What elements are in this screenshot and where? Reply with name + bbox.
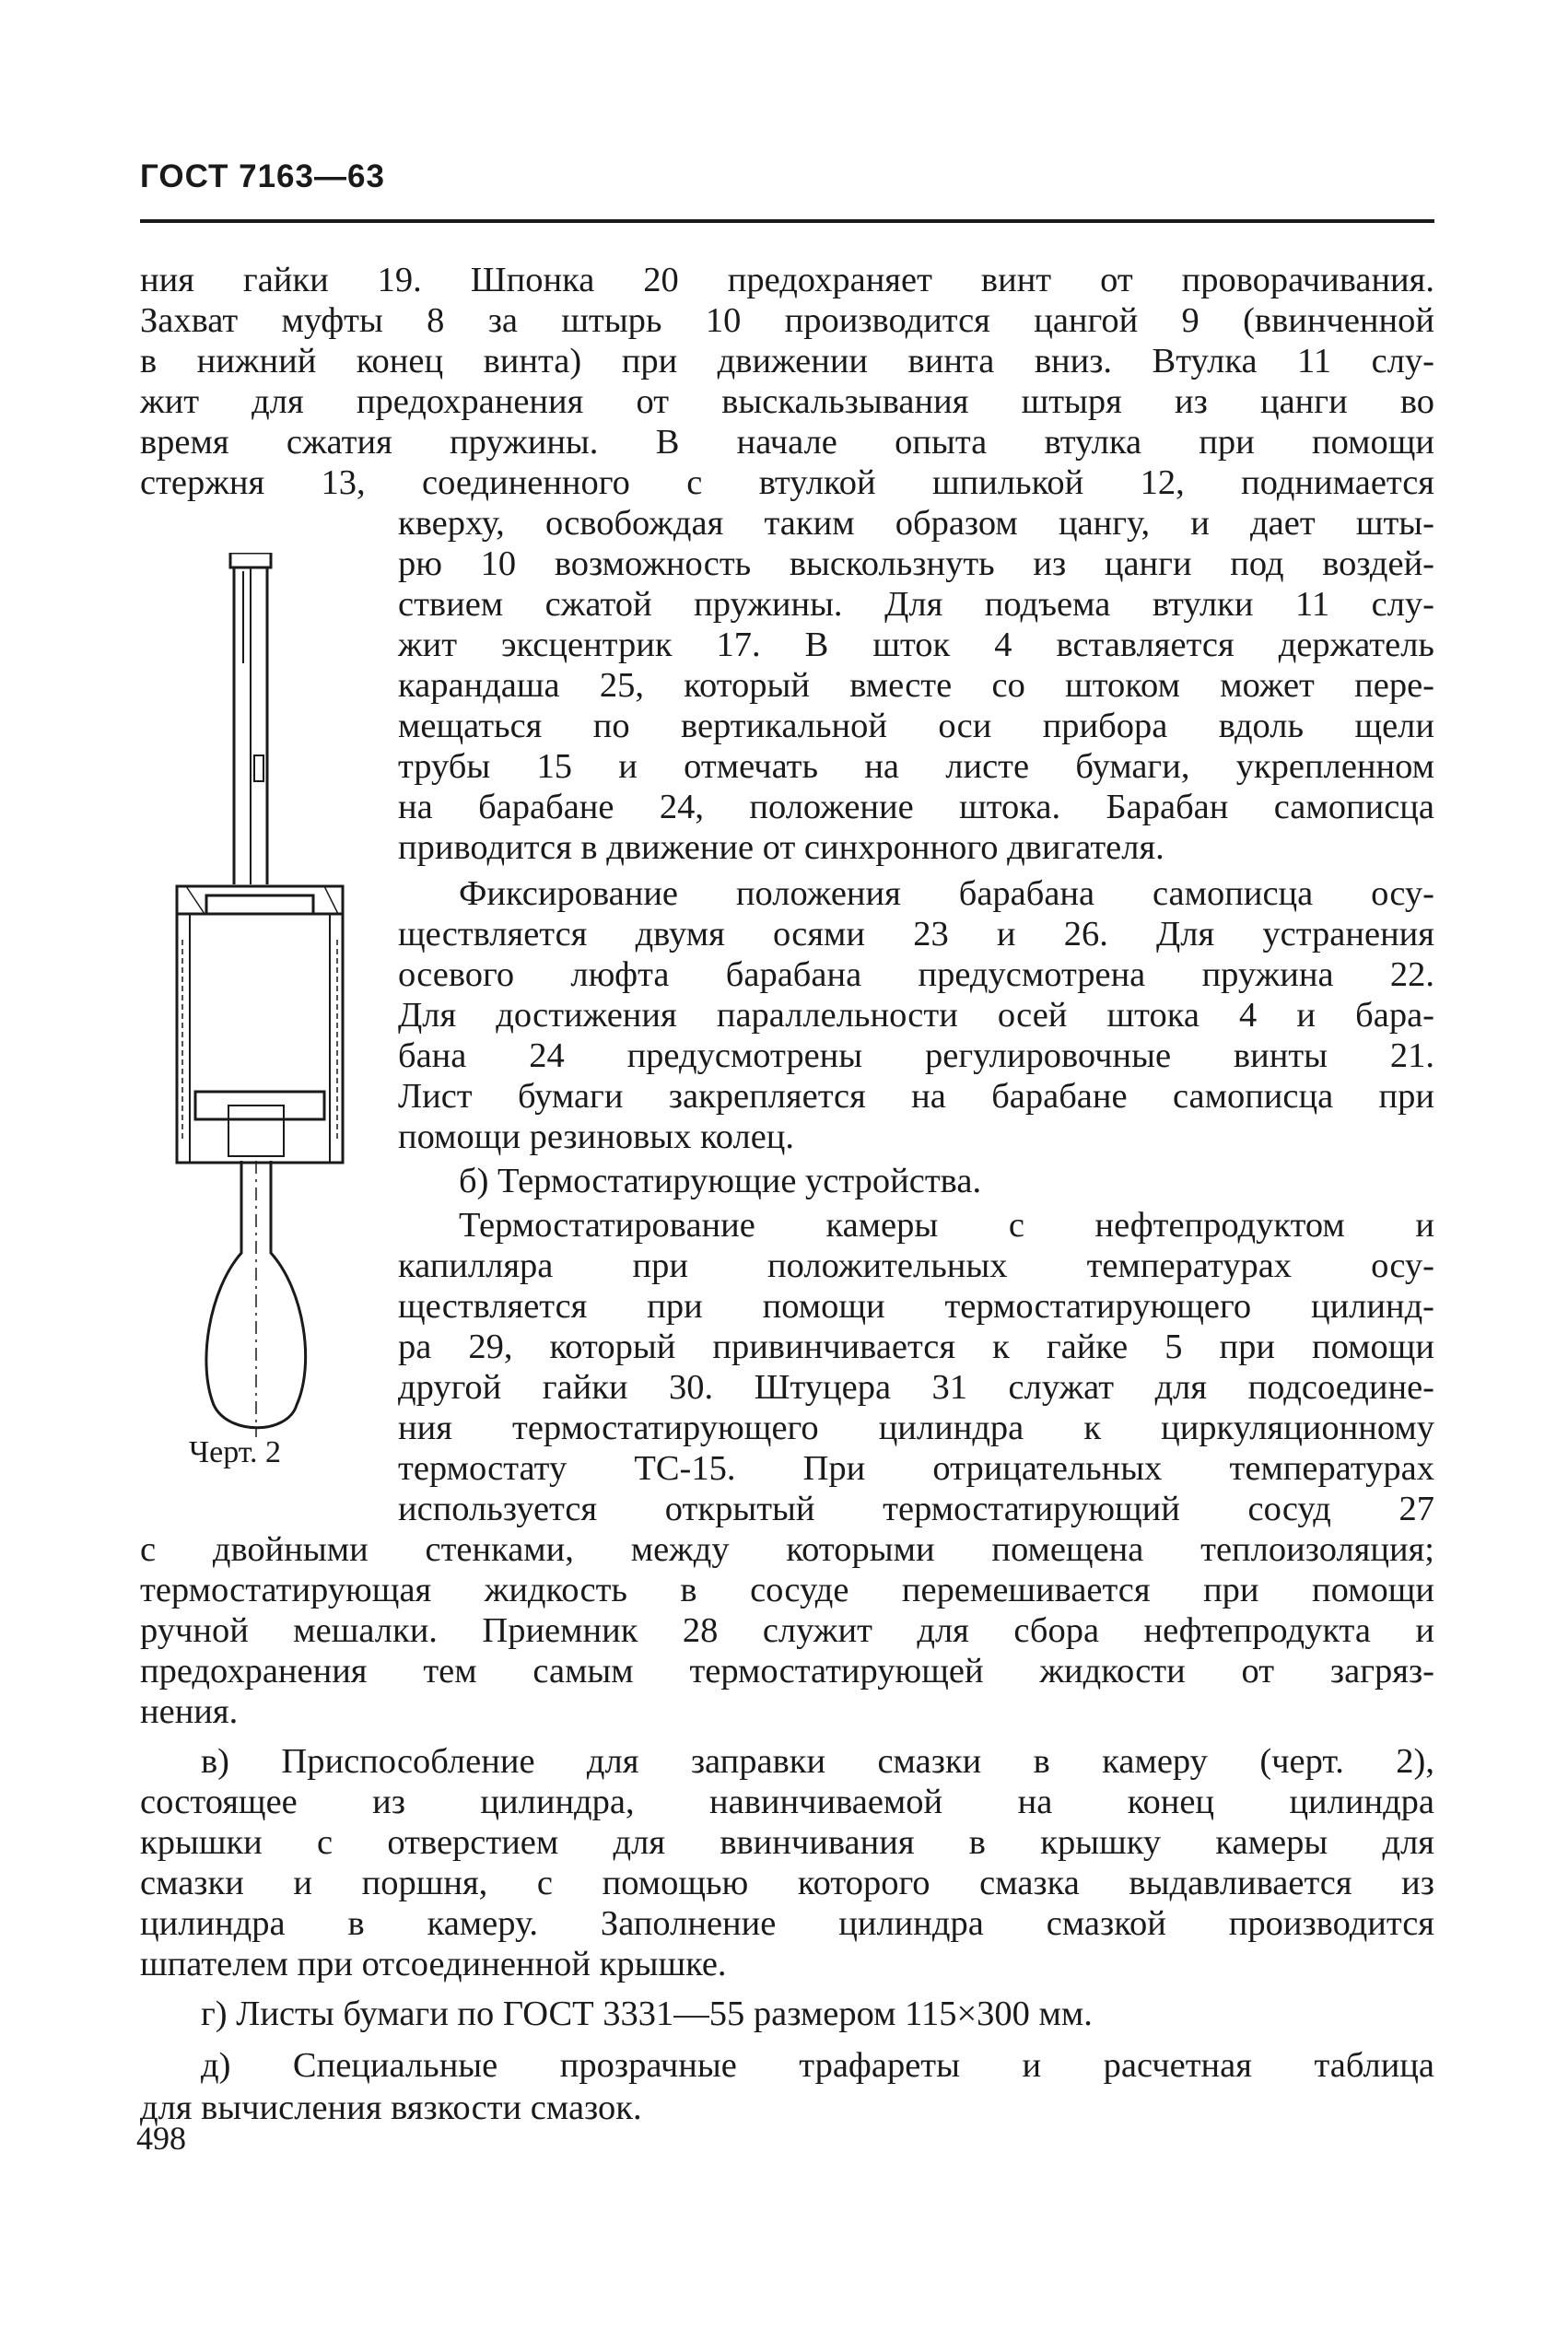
- text-line: ществляется при помощи термостатирующего цилинд-: [398, 1287, 1434, 1326]
- text-line: карандаша 25, который вместе со штоком может пере-: [398, 666, 1434, 705]
- text-line: Лист бумаги закрепляется на барабане самописца при: [398, 1077, 1434, 1116]
- text-line: Захват муфты 8 за штырь 10 производится цангой 9 (ввинченной: [140, 301, 1434, 340]
- text-line: д) Специальные прозрачные трафареты и расчетная таблица: [201, 2046, 1434, 2085]
- text-line: капилляра при положительных температурах осу-: [398, 1246, 1434, 1285]
- text-line: мещаться по вертикальной оси прибора вдоль щели: [398, 707, 1434, 745]
- text-line: ществляется двумя осями 23 и 26. Для устранения: [398, 915, 1434, 953]
- text-line: шпателем при отсоединенной крышке.: [140, 1945, 727, 1983]
- text-line: крышки с отверстием для ввинчивания в крышку камеры для: [140, 1823, 1434, 1862]
- text-line: г) Листы бумаги по ГОСТ 3331—55 размером 115×300 мм.: [201, 1995, 1093, 2033]
- text-line: в нижний конец винта) при движении винта вниз. Втулка 11 слу-: [140, 342, 1434, 380]
- text-line: на барабане 24, положение штока. Барабан самописца: [398, 788, 1434, 826]
- text-line: нения.: [140, 1692, 239, 1731]
- text-line: предохранения тем самым термостатирующей жидкости от загряз-: [140, 1652, 1434, 1690]
- text-line: жит эксцентрик 17. В шток 4 вставляется держатель: [398, 626, 1434, 664]
- text-line: помощи резиновых колец.: [398, 1117, 795, 1156]
- text-line: цилиндра в камеру. Заполнение цилиндра смазкой производится: [140, 1904, 1434, 1943]
- text-line: Для достижения параллельности осей штока 4 и бара-: [398, 996, 1434, 1035]
- text-line: с двойными стенками, между которыми помещена теплоизоляция;: [140, 1530, 1434, 1569]
- text-line: приводится в движение от синхронного двигателя.: [398, 828, 1164, 867]
- text-line: время сжатия пружины. В начале опыта втулка при помощи: [140, 423, 1434, 462]
- text-line: ствием сжатой пружины. Для подъема втулки 11 слу-: [398, 585, 1434, 624]
- text-line: термостату ТС-15. При отрицательных температурах: [398, 1449, 1434, 1488]
- text-line: жит для предохранения от выскальзывания штыря из цанги во: [140, 382, 1434, 421]
- text-line: для вычисления вязкости смазок.: [140, 2088, 642, 2127]
- page-header: ГОСТ 7163—63: [140, 158, 385, 194]
- text-line: бана 24 предусмотрены регулировочные винты 21.: [398, 1036, 1434, 1075]
- grease-filler-device-drawing: [158, 553, 361, 1437]
- text-line: кверху, освобождая таким образом цангу, и дает шты-: [398, 504, 1434, 543]
- text-line: другой гайки 30. Штуцера 31 служат для подсоедине-: [398, 1368, 1434, 1407]
- text-line: Фиксирование положения барабана самописца осу-: [459, 874, 1434, 913]
- header-rule: [140, 219, 1434, 223]
- page-number: 498: [136, 2120, 186, 2157]
- text-line: термостатирующая жидкость в сосуде перемешивается при помощи: [140, 1571, 1434, 1609]
- text-line: Термостатирование камеры с нефтепродуктом и: [459, 1206, 1434, 1245]
- text-line: трубы 15 и отмечать на листе бумаги, укрепленном: [398, 747, 1434, 786]
- text-line: ручной мешалки. Приемник 28 служит для сбора нефтепродукта и: [140, 1611, 1434, 1650]
- text-line: осевого люфта барабана предусмотрена пружина 22.: [398, 955, 1434, 994]
- text-line: рю 10 возможность выскользнуть из цанги под воздей-: [398, 544, 1434, 583]
- text-line: ния термостатирующего цилиндра к циркуляционному: [398, 1409, 1434, 1447]
- text-line: в) Приспособление для заправки смазки в камеру (черт. 2),: [201, 1742, 1434, 1781]
- text-line: смазки и поршня, с помощью которого смазка выдавливается из: [140, 1864, 1434, 1902]
- text-line: ра 29, который привинчивается к гайке 5 при помощи: [398, 1328, 1434, 1366]
- text-line: состоящее из цилиндра, навинчиваемой на конец цилиндра: [140, 1783, 1434, 1821]
- text-line: используется открытый термостатирующий сосуд 27: [398, 1490, 1434, 1528]
- figure-caption: Черт. 2: [189, 1435, 282, 1469]
- text-line: ния гайки 19. Шпонка 20 предохраняет винт от проворачивания.: [140, 261, 1434, 299]
- text-line: б) Термостатирующие устройства.: [459, 1162, 982, 1200]
- text-line: стержня 13, соединенного с втулкой шпилькой 12, поднимается: [140, 463, 1434, 502]
